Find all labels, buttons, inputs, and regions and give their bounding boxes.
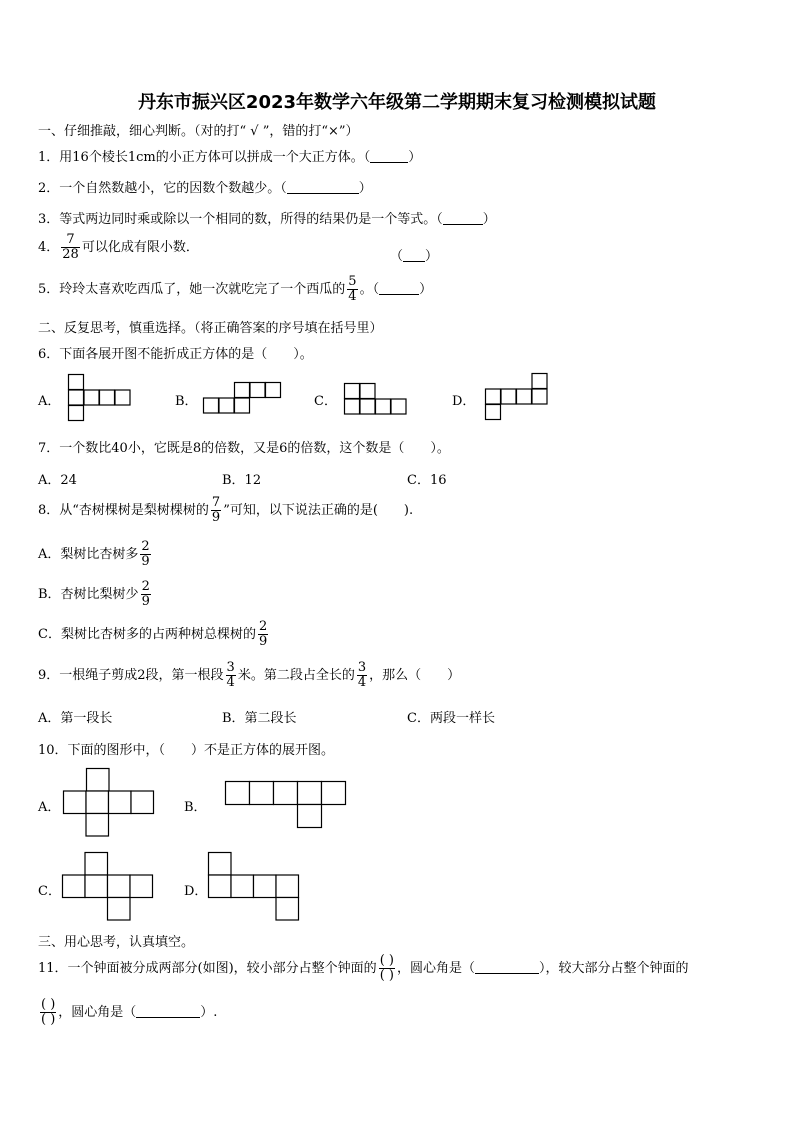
question-4-text: 可以化成有限小数． — [81, 240, 199, 255]
fraction-denominator: 9 — [141, 594, 150, 609]
question-8-prefix: 8．从“杏树棵树是梨树棵树的 — [38, 503, 209, 518]
q10-option-d-net — [208, 852, 304, 924]
net-square — [64, 791, 87, 814]
fraction-denominator: 9 — [141, 554, 150, 569]
fraction — [357, 661, 367, 690]
net-square — [131, 791, 154, 814]
q6-option-d-label[interactable]: D． — [452, 394, 476, 409]
fraction-denominator: 28 — [62, 247, 79, 262]
section-heading-2: 二、反复思考，慎重选择。（将正确答案的序号填在括号里） — [38, 321, 383, 336]
net-square — [298, 805, 322, 828]
paren-close: ） — [425, 249, 439, 264]
fraction-numerator: 7 — [211, 495, 221, 510]
net-square — [85, 875, 108, 898]
net-square — [250, 383, 265, 398]
fraction-denominator: 4 — [348, 289, 357, 304]
question-6: 6．下面各展开图不能折成正方体的是（ ）。 — [38, 347, 313, 362]
fraction — [140, 540, 150, 569]
question-8-suffix: ”可知，以下说法正确的是( ). — [223, 503, 414, 518]
fraction-numerator: 7 — [61, 233, 80, 248]
question-9-part-3: ，那么（ ） — [369, 668, 461, 683]
net-square — [69, 375, 84, 390]
net-square — [345, 384, 360, 399]
net-square — [532, 374, 547, 389]
q9-option-b[interactable]: B．第二段长 — [222, 711, 297, 726]
answer-blank[interactable] — [403, 248, 425, 262]
q6-option-a-label[interactable]: A． — [38, 394, 61, 409]
q10-option-c-net — [62, 852, 158, 924]
answer-blank[interactable] — [379, 281, 419, 295]
q6-option-d-net — [485, 373, 551, 423]
net-square — [486, 405, 501, 420]
question-4-number: 4． — [38, 240, 60, 255]
fraction-numerator: 3 — [357, 660, 367, 675]
fraction — [141, 580, 151, 609]
question-9 — [38, 661, 460, 690]
question-5-text: 5．玲玲太喜欢吃西瓜了，她一次就吃完了一个西瓜的 — [38, 282, 346, 297]
net-square — [204, 398, 219, 413]
net-square — [517, 389, 532, 404]
net-square — [69, 390, 84, 405]
fraction — [347, 275, 357, 304]
fraction-blank[interactable] — [40, 998, 56, 1027]
net-square — [209, 853, 232, 876]
question-11-part-5: ）. — [200, 1005, 218, 1020]
question-11-part-4: ，圆心角是（ — [58, 1005, 137, 1020]
section-heading-1: 一、仔细推敲，细心判断。（对的打“ √ ”，错的打“×”） — [38, 124, 359, 139]
net-square — [360, 399, 375, 414]
q6-option-c-label[interactable]: C． — [314, 394, 337, 409]
q7-option-a[interactable]: A．24 — [38, 473, 77, 488]
page-title: 丹东市振兴区2023年数学六年级第二学期期末复习检测模拟试题 — [137, 92, 657, 113]
fraction — [258, 620, 268, 649]
question-2-end: ） — [358, 181, 372, 196]
net-square — [298, 782, 322, 805]
fraction-denominator: 9 — [258, 634, 268, 649]
fraction-denominator: 4 — [226, 675, 235, 690]
net-square — [226, 782, 250, 805]
question-11-part-2: ，圆心角是（ — [396, 961, 475, 976]
net-square — [274, 782, 298, 805]
question-4 — [38, 233, 199, 262]
fraction-numerator: 2 — [258, 619, 268, 634]
fraction-numerator: ( ) — [41, 997, 56, 1012]
fraction-blank[interactable] — [379, 954, 395, 983]
q7-option-c[interactable]: C．16 — [407, 473, 447, 488]
q10-option-a-label[interactable]: A． — [38, 800, 61, 815]
net-square — [108, 898, 131, 921]
net-square — [254, 875, 277, 898]
net-square — [86, 814, 109, 837]
net-square — [69, 406, 84, 421]
net-square — [501, 389, 516, 404]
question-9-part-2: 米。第二段占全长的 — [237, 668, 355, 683]
question-1 — [38, 146, 421, 165]
fraction-denominator: 9 — [211, 510, 221, 525]
question-11-part-1: 11．一个钟面被分成两部分(如图)，较小部分占整个钟面的 — [38, 961, 377, 976]
net-square — [276, 898, 299, 921]
fraction-numerator: 2 — [141, 539, 150, 554]
answer-blank[interactable] — [370, 149, 408, 163]
net-square — [360, 384, 375, 399]
q9-option-a[interactable]: A．第一段长 — [38, 711, 113, 726]
q10-option-d-label[interactable]: D． — [184, 884, 208, 899]
question-11-part-3: ），较大部分占整个钟面的 — [538, 961, 689, 976]
q10-option-a-net — [63, 768, 159, 840]
question-3-end: ） — [482, 212, 496, 227]
net-square — [276, 875, 299, 898]
net-square — [235, 398, 250, 413]
option-text: B．杏树比梨树少 — [38, 587, 139, 602]
net-square — [345, 399, 360, 414]
question-10: 10．下面的图形中，（ ）不是正方体的展开图。 — [38, 743, 335, 758]
net-square — [486, 389, 501, 404]
answer-blank[interactable] — [475, 960, 539, 974]
net-square — [266, 383, 281, 398]
question-11-line-1 — [38, 954, 689, 983]
question-5-end: ） — [419, 282, 433, 297]
net-square — [87, 769, 110, 792]
option-text: A．梨树比杏树多 — [38, 547, 139, 562]
paren-open: （ — [390, 249, 404, 264]
net-square — [322, 782, 346, 805]
question-5 — [38, 275, 432, 304]
answer-blank[interactable] — [136, 1004, 200, 1018]
net-square — [86, 791, 109, 814]
net-square — [109, 791, 132, 814]
question-1-end: ） — [408, 150, 422, 165]
net-square — [391, 399, 406, 414]
net-square — [85, 853, 108, 876]
net-square — [231, 875, 254, 898]
question-11-line-2 — [38, 998, 217, 1027]
net-square — [84, 390, 99, 405]
q8-option-a[interactable] — [38, 540, 153, 569]
q6-option-b-label[interactable]: B． — [175, 394, 198, 409]
net-square — [235, 383, 250, 398]
section-heading-3: 三、用心思考，认真填空。 — [38, 935, 195, 950]
net-square — [115, 390, 130, 405]
question-2-text: 2．一个自然数越小，它的因数个数越少。（ — [38, 181, 287, 196]
fraction-denominator: 4 — [357, 675, 367, 690]
q10-option-b-net — [225, 781, 349, 831]
q6-option-c-net — [344, 383, 408, 417]
q10-option-c-label[interactable]: C． — [38, 884, 61, 899]
option-text: C．梨树比杏树多的占两种树总棵树的 — [38, 627, 256, 642]
question-9-part-1: 9．一根绳子剪成2段，第一根段 — [38, 668, 224, 683]
q8-option-b[interactable] — [38, 580, 153, 609]
q10-option-b-label[interactable]: B． — [184, 800, 207, 815]
question-5-suffix: 。（ — [359, 282, 380, 297]
net-square — [108, 875, 131, 898]
question-3-text: 3．等式两边同时乘或除以一个相同的数，所得的结果仍是一个等式。（ — [38, 212, 443, 227]
question-4-answer — [390, 245, 438, 264]
answer-blank[interactable] — [287, 180, 359, 194]
question-8 — [38, 496, 413, 525]
net-square — [219, 398, 234, 413]
q6-option-a-net — [68, 374, 132, 422]
fraction — [211, 496, 221, 525]
fraction-numerator: 5 — [348, 274, 357, 289]
fraction-numerator: 2 — [141, 579, 150, 594]
net-square — [376, 399, 391, 414]
fraction-numerator: ( ) — [379, 953, 394, 968]
q8-option-c[interactable] — [38, 620, 270, 649]
net-square — [130, 875, 153, 898]
net-square — [250, 782, 274, 805]
fraction — [226, 661, 236, 690]
q9-option-c[interactable]: C．两段一样长 — [407, 711, 495, 726]
fraction — [61, 233, 80, 262]
net-square — [209, 875, 232, 898]
question-3 — [38, 208, 496, 227]
question-7: 7．一个数比40小，它既是8的倍数，又是6的倍数，这个数是（ ）。 — [38, 441, 450, 456]
net-square — [532, 389, 547, 404]
q7-option-b[interactable]: B．12 — [222, 473, 262, 488]
net-square — [63, 875, 86, 898]
net-square — [100, 390, 115, 405]
answer-blank[interactable] — [443, 211, 483, 225]
fraction-denominator: ( ) — [41, 1012, 56, 1027]
q6-option-b-net — [203, 382, 283, 416]
question-1-text: 1．用16个棱长1cm的小正方体可以拼成一个大正方体。（ — [38, 150, 371, 165]
fraction-denominator: ( ) — [379, 968, 394, 983]
fraction-numerator: 3 — [226, 660, 235, 675]
question-2 — [38, 177, 372, 196]
